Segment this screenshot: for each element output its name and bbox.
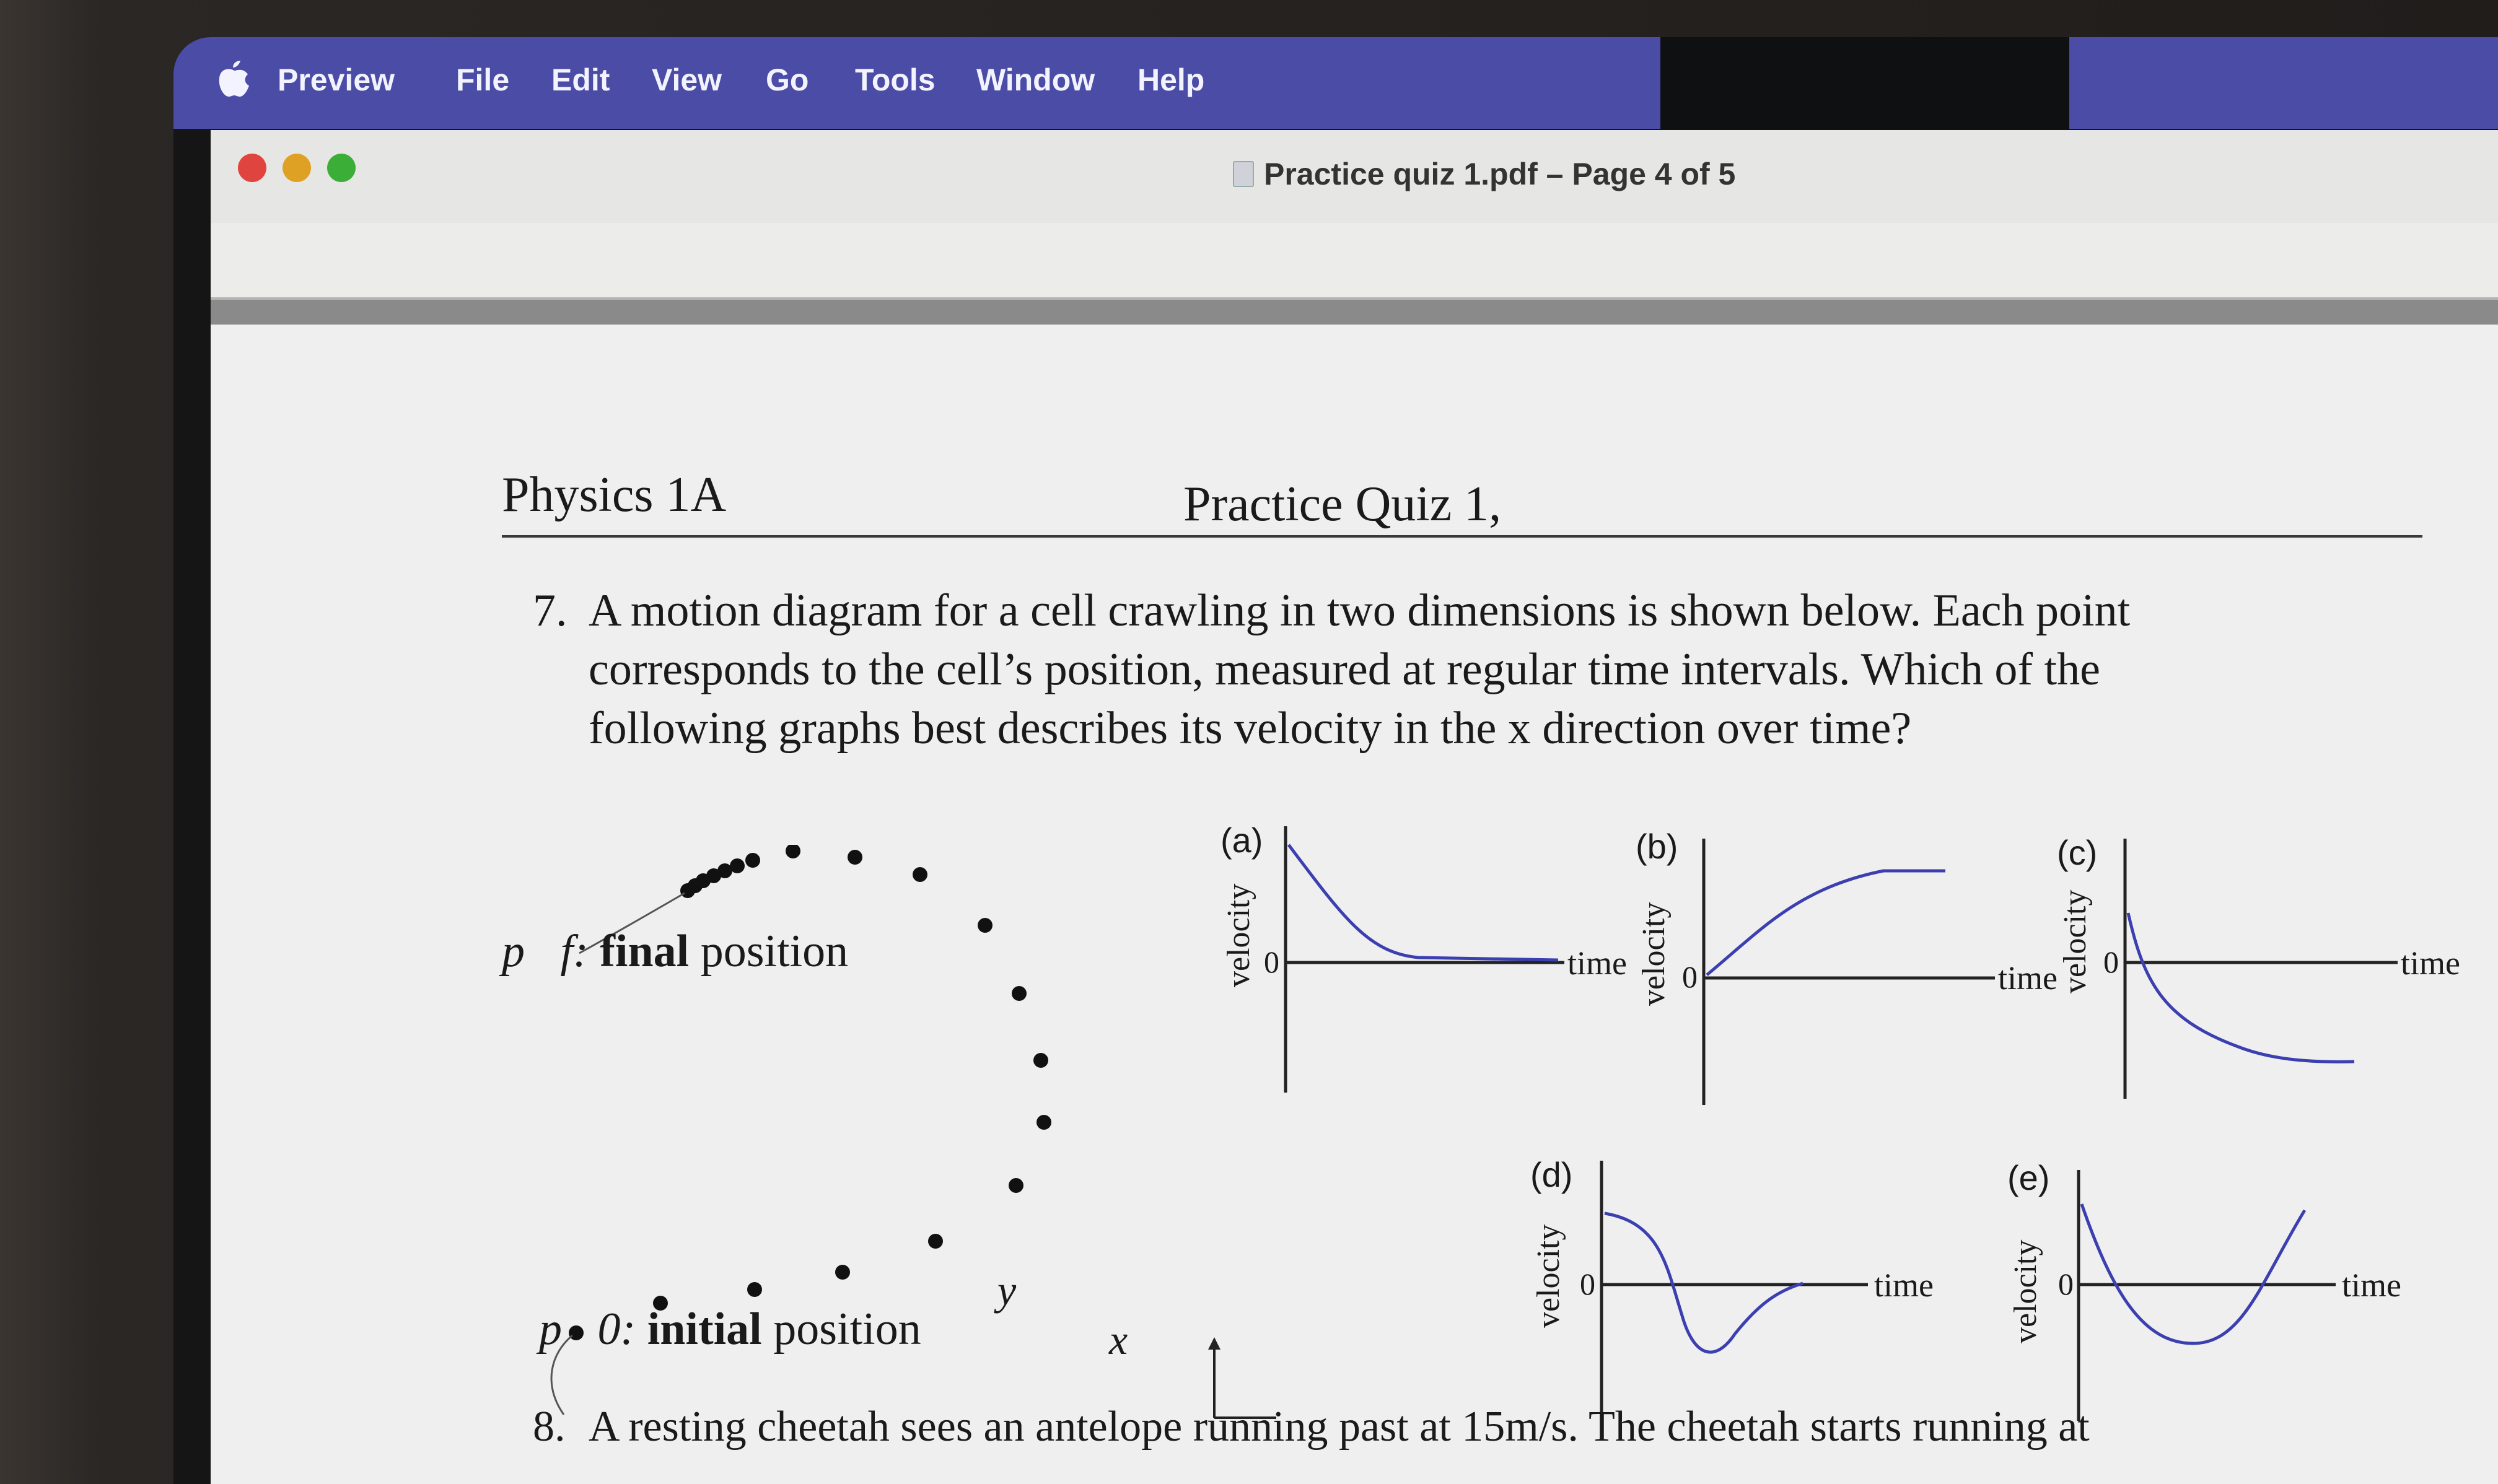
graph-b-plot — [1636, 826, 2057, 1111]
page-header-title: Practice Quiz 1, — [1183, 477, 1502, 531]
question-7-line-2: corresponds to the cell’s position, measured at regular time intervals. Which of the — [589, 644, 2100, 695]
toolbar — [211, 223, 2498, 300]
graph-e-zero: 0 — [2058, 1267, 2074, 1301]
zoom-button[interactable] — [327, 154, 356, 182]
graph-d-xlabel: time — [1874, 1267, 1934, 1304]
menu-tools[interactable]: Tools — [855, 63, 936, 97]
pdf-document-icon — [1233, 161, 1254, 187]
apple-logo-icon[interactable] — [217, 59, 252, 98]
question-7-line-3: following graphs best describes its velocity in the x direction over time? — [589, 703, 1912, 754]
graph-a[interactable] — [1221, 820, 1627, 1105]
menu-edit[interactable]: Edit — [551, 63, 610, 97]
graph-a-plot — [1221, 820, 1617, 1105]
initial-position-label: p⃗0: initial position — [539, 1304, 921, 1355]
preview-window — [211, 130, 2498, 1484]
header-rule — [502, 535, 2422, 538]
graph-a-ylabel: velocity — [1221, 883, 1256, 987]
axis-y-label: y — [997, 1267, 1017, 1314]
graph-b-ylabel: velocity — [1636, 902, 1672, 1006]
window-title: Practice quiz 1.pdf – Page 4 of 5 — [1264, 157, 1736, 191]
graph-d-ylabel: velocity — [1531, 1224, 1566, 1328]
question-8-number: 8. — [533, 1403, 566, 1451]
menu-help[interactable]: Help — [1137, 63, 1205, 97]
graph-b-xlabel: time — [1998, 959, 2058, 997]
graph-c-id: (c) — [2057, 833, 2098, 872]
minimize-button[interactable] — [283, 154, 311, 182]
graph-a-xlabel: time — [1567, 945, 1627, 982]
menu-view[interactable]: View — [652, 63, 722, 97]
final-position-label: p⃗f: final position — [502, 926, 849, 977]
graph-e-id: (e) — [2007, 1158, 2050, 1197]
close-button[interactable] — [238, 154, 266, 182]
graph-b-zero: 0 — [1682, 959, 1698, 994]
pdf-page — [211, 325, 2498, 1484]
menu-preview[interactable]: Preview — [278, 63, 395, 97]
graph-c-xlabel: time — [2401, 945, 2460, 982]
question-7-number: 7. — [533, 585, 568, 636]
graph-b-id: (b) — [1636, 827, 1678, 866]
menu-window[interactable]: Window — [976, 63, 1095, 97]
graph-a-id: (a) — [1221, 821, 1263, 860]
graph-d-zero: 0 — [1580, 1267, 1595, 1301]
menu-file[interactable]: File — [456, 63, 510, 97]
axis-x-label: x — [1109, 1316, 1128, 1363]
question-8-text: A resting cheetah sees an antelope running past at 15m/s. The cheetah starts running at — [589, 1403, 2090, 1451]
screen — [173, 37, 2498, 1484]
question-7-line-1: A motion diagram for a cell crawling in two dimensions is shown below. Each point — [589, 585, 2131, 636]
menu-bar — [173, 37, 2498, 129]
graph-c-ylabel: velocity — [2058, 889, 2093, 993]
title-bar — [211, 130, 2498, 224]
graph-c-zero: 0 — [2103, 945, 2119, 979]
page-gap — [211, 300, 2498, 325]
graph-e-ylabel: velocity — [2008, 1239, 2043, 1343]
graph-a-zero: 0 — [1264, 945, 1279, 979]
graph-d-id: (d) — [1530, 1155, 1573, 1194]
page-header-course: Physics 1A — [502, 468, 727, 522]
menu-go[interactable]: Go — [766, 63, 809, 97]
graph-e-xlabel: time — [2342, 1267, 2401, 1304]
graph-d[interactable] — [1530, 1154, 1952, 1439]
graph-c[interactable] — [2057, 832, 2460, 1117]
graph-b[interactable] — [1636, 826, 2057, 1111]
graph-e[interactable] — [2007, 1158, 2441, 1443]
